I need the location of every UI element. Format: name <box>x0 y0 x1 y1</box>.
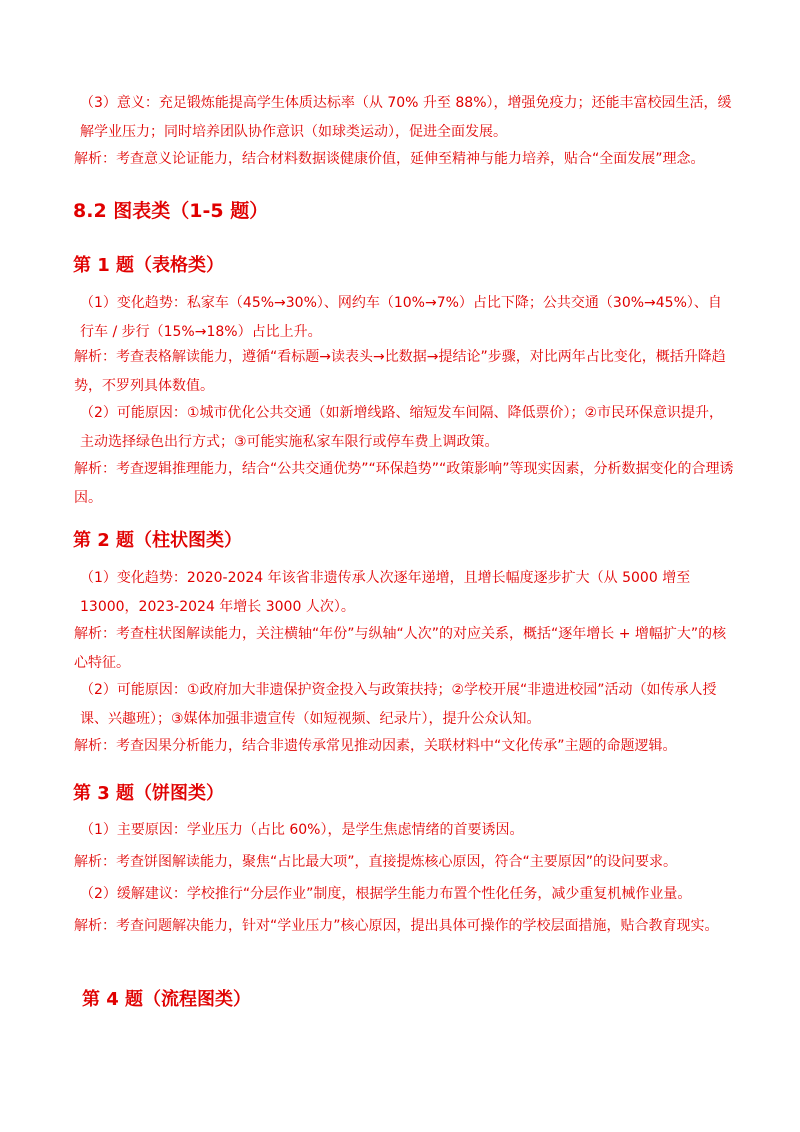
q3-answer-1-analysis: 解析：考查饼图解读能力，聚焦“占比最大项”，直接提炼核心原因，符合“主要原因”的设问要求。 <box>74 854 678 870</box>
q1-title: 第 1 题（表格类） <box>73 255 225 276</box>
q1-answer-1: （1）变化趋势：私家车（45%→30%）、网约车（10%→7%）占比下降；公共交通（30%→45%）、自行车 / 步行（15%→18%）占比上升。 <box>80 295 722 340</box>
q2-answer-1: （1）变化趋势：2020-2024 年该省非遗传承人次逐年递增，且增长幅度逐步扩大（从 5000 增至 13000，2023-2024 年增长 3000 人次）。 <box>80 570 691 615</box>
answer-3-analysis: 解析：考查意义论证能力，结合材料数据谈健康价值，延伸至精神与能力培养，贴合“全面发展”理念。 <box>74 151 705 167</box>
section-title: 8.2 图表类（1-5 题） <box>73 200 269 222</box>
q1-answer-2-analysis: 解析：考查逻辑推理能力，结合“公共交通优势”“环保趋势”“政策影响”等现实因素，分析数据变化的合理诱因。 <box>74 461 734 506</box>
q3-answer-2-analysis: 解析：考查问题解决能力，针对“学业压力”核心原因，提出具体可操作的学校层面措施，贴合教育现实。 <box>74 918 719 934</box>
answer-3-significance: （3）意义：充足锻炼能提高学生体质达标率（从 70% 升至 88%），增强免疫力；还能丰富校园生活，缓解学业压力；同时培养团队协作意识（如球类运动），促进全面发展。 <box>80 95 732 140</box>
q1-answer-1-analysis: 解析：考查表格解读能力，遵循“看标题→读表头→比数据→提结论”步骤，对比两年占比变化，概括升降趋势，不罗列具体数值。 <box>74 349 726 394</box>
q2-title: 第 2 题（柱状图类） <box>73 530 243 551</box>
q4-title: 第 4 题（流程图类） <box>82 989 252 1010</box>
q3-answer-1: （1）主要原因：学业压力（占比 60%），是学生焦虑情绪的首要诱因。 <box>80 822 524 838</box>
q3-answer-2: （2）缓解建议：学校推行“分层作业”制度，根据学生能力布置个性化任务，减少重复机械作业量。 <box>80 886 692 902</box>
q1-answer-2: （2）可能原因：①城市优化公共交通（如新增线路、缩短发车间隔、降低票价）；②市民环保意识提升，主动选择绿色出行方式；③可能实施私家车限行或停车费上调政策。 <box>80 405 724 450</box>
q2-answer-2: （2）可能原因：①政府加大非遗保护资金投入与政策扶持；②学校开展“非遗进校园”活动（如传承人授课、兴趣班）；③媒体加强非遗宣传（如短视频、纪录片），提升公众认知。 <box>80 682 717 727</box>
q2-answer-1-analysis: 解析：考查柱状图解读能力，关注横轴“年份”与纵轴“人次”的对应关系，概括“逐年增长 + 增幅扩大”的核心特征。 <box>74 626 727 671</box>
q2-answer-2-analysis: 解析：考查因果分析能力，结合非遗传承常见推动因素，关联材料中“文化传承”主题的命题逻辑。 <box>74 738 677 754</box>
q3-title: 第 3 题（饼图类） <box>73 783 225 804</box>
